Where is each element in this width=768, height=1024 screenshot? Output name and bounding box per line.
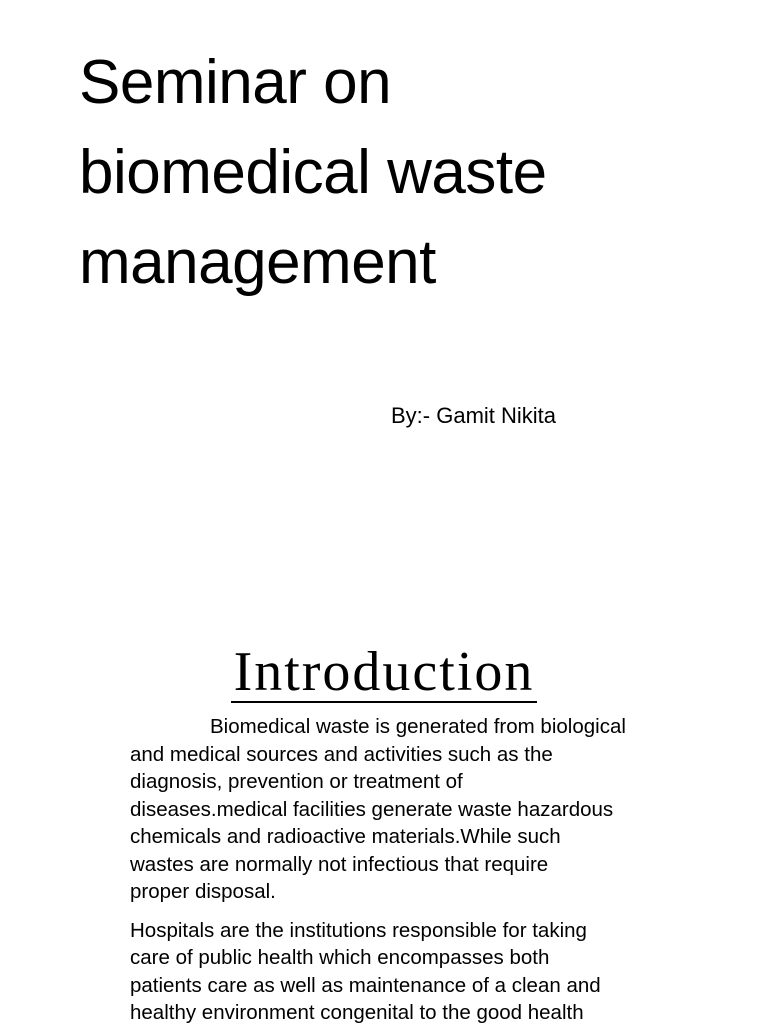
author-byline: By:- Gamit Nikita: [391, 403, 557, 428]
text-line: proper disposal.: [130, 880, 276, 903]
slide-heading: [0, 638, 768, 706]
text-line: chemicals and radioactive materials.While such: [130, 825, 561, 848]
introduction-slide: [0, 600, 768, 1024]
text-line: Hospitals are the institutions responsible for taking: [130, 918, 587, 942]
title-line: Seminar on: [79, 48, 392, 117]
heading-text: Introduction: [231, 643, 538, 703]
title-line: biomedical waste: [79, 138, 547, 207]
text-line: healthy environment congenital to the good health: [130, 1001, 584, 1024]
slide-body: [130, 713, 690, 1024]
title-line: management: [79, 228, 436, 297]
paragraph: [130, 713, 690, 906]
text-line: and medical sources and activities such as the: [130, 742, 553, 766]
presentation-title: [79, 38, 739, 308]
paragraph: [130, 917, 690, 1024]
text-line: care of public health which encompasses both: [130, 946, 550, 969]
text-line: wastes are normally not infectious that require: [130, 852, 549, 876]
text-line: Biomedical waste is generated from biological: [210, 715, 626, 738]
text-line: diseases.medical facilities generate waste hazardous: [130, 797, 614, 821]
text-line: diagnosis, prevention or treatment of: [130, 770, 463, 793]
text-line: patients care as well as maintenance of a clean and: [130, 973, 601, 997]
